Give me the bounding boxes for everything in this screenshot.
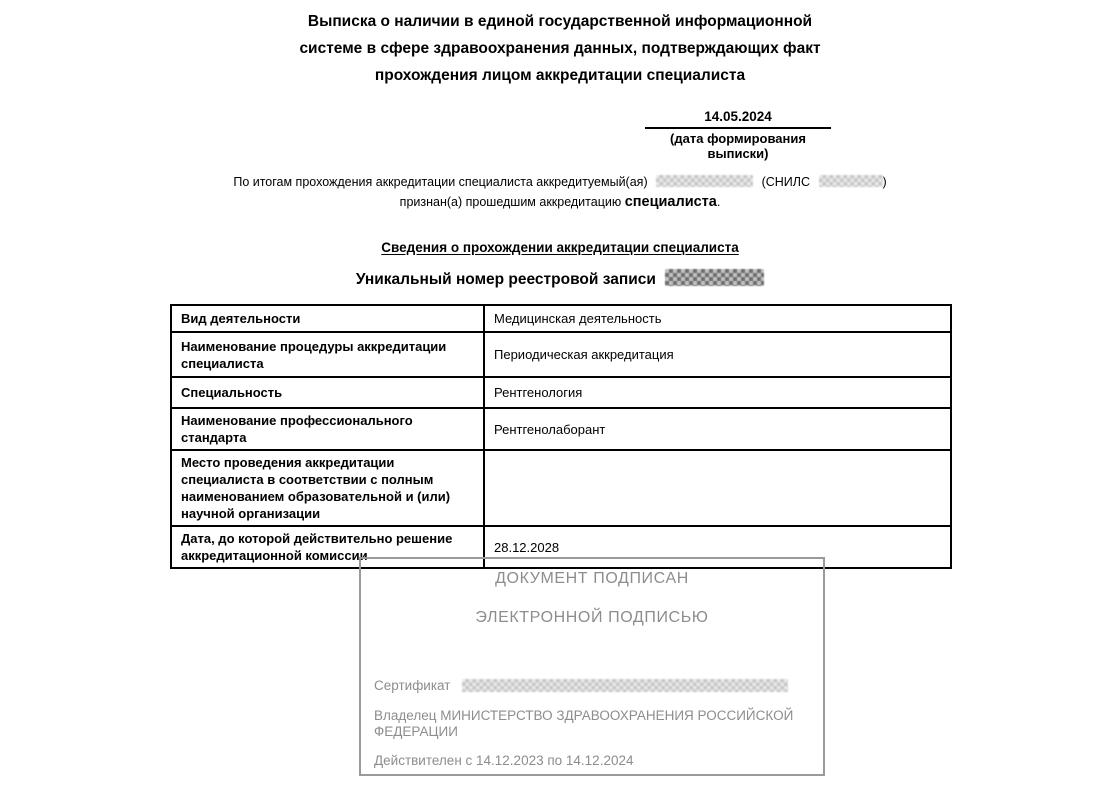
intro-line2-text: признан(а) прошедшим аккредитацию xyxy=(399,195,622,209)
intro-line2-period: . xyxy=(716,195,721,209)
table-row-label: Специальность xyxy=(171,377,484,408)
intro-line-1 xyxy=(0,172,1120,192)
table-row-label: Дата, до которой действительно решение аккредитационной комиссии xyxy=(171,526,484,568)
redacted-snils-number xyxy=(819,175,883,187)
redacted-certificate-number xyxy=(462,679,788,692)
table-row xyxy=(171,408,951,450)
registry-number-label: Уникальный номер реестровой записи xyxy=(355,271,656,288)
certificate-owner: Владелец МИНИСТЕРСТВО ЗДРАВООХРАНЕНИЯ РОССИЙСКОЙ ФЕДЕРАЦИИ xyxy=(374,708,794,739)
table-row xyxy=(171,450,951,526)
section-heading: Сведения о прохождении аккредитации специалиста xyxy=(381,240,739,255)
intro-snils-open: (СНИЛС xyxy=(761,175,811,189)
table-row-label: Наименование процедуры аккредитации специалиста xyxy=(171,332,484,377)
intro-line-2 xyxy=(0,192,1120,212)
intro-emphasis-specialist: специалиста xyxy=(624,194,717,210)
signature-title-line-1: ДОКУМЕНТ ПОДПИСАН xyxy=(495,570,689,587)
redacted-registry-number xyxy=(665,269,764,286)
table-row-value xyxy=(484,450,951,526)
intro-snils-close: ) xyxy=(882,175,887,189)
table-row-label: Вид деятельности xyxy=(171,305,484,332)
signature-stamp xyxy=(359,557,825,776)
extract-date-block xyxy=(645,109,831,161)
table-row-value: Медицинская деятельность xyxy=(484,305,951,332)
certificate-line xyxy=(374,678,810,694)
extract-date: 14.05.2024 xyxy=(645,109,831,129)
table-row-label: Место проведения аккредитации специалиста в соответствии с полным наименованием образовательной и (или) научной организации xyxy=(171,450,484,526)
signature-title-line-2: ЭЛЕКТРОННОЙ ПОДПИСЬЮ xyxy=(475,609,709,626)
registry-number-line xyxy=(0,269,1120,289)
document-title-line-2: системе в сфере здравоохранения данных, подтверждающих факт xyxy=(299,40,821,57)
certificate-label: Сертификат xyxy=(374,678,451,693)
table-row-value: Рентгенолаборант xyxy=(484,408,951,450)
certificate-validity: Действителен с 14.12.2023 по 14.12.2024 xyxy=(374,753,634,768)
accreditation-table xyxy=(170,304,952,569)
document-title-line-3: прохождения лицом аккредитации специалиста xyxy=(374,67,746,84)
table-row-value: Периодическая аккредитация xyxy=(484,332,951,377)
table-row xyxy=(171,377,951,408)
intro-paragraph xyxy=(0,172,1120,212)
table-row-label: Наименование профессионального стандарта xyxy=(171,408,484,450)
extract-date-caption: (дата формирования выписки) xyxy=(670,131,806,161)
document-title-line-1: Выписка о наличии в единой государственной информационной xyxy=(307,13,813,30)
table-row xyxy=(171,305,951,332)
table-row-value: 28.12.2028 xyxy=(484,526,951,568)
intro-line1-text: По итогам прохождения аккредитации специалиста аккредитуемый(ая) xyxy=(233,175,648,189)
table-row xyxy=(171,332,951,377)
document-title xyxy=(0,8,1120,89)
redacted-accreditee-name xyxy=(656,175,753,187)
table-row-value: Рентгенология xyxy=(484,377,951,408)
